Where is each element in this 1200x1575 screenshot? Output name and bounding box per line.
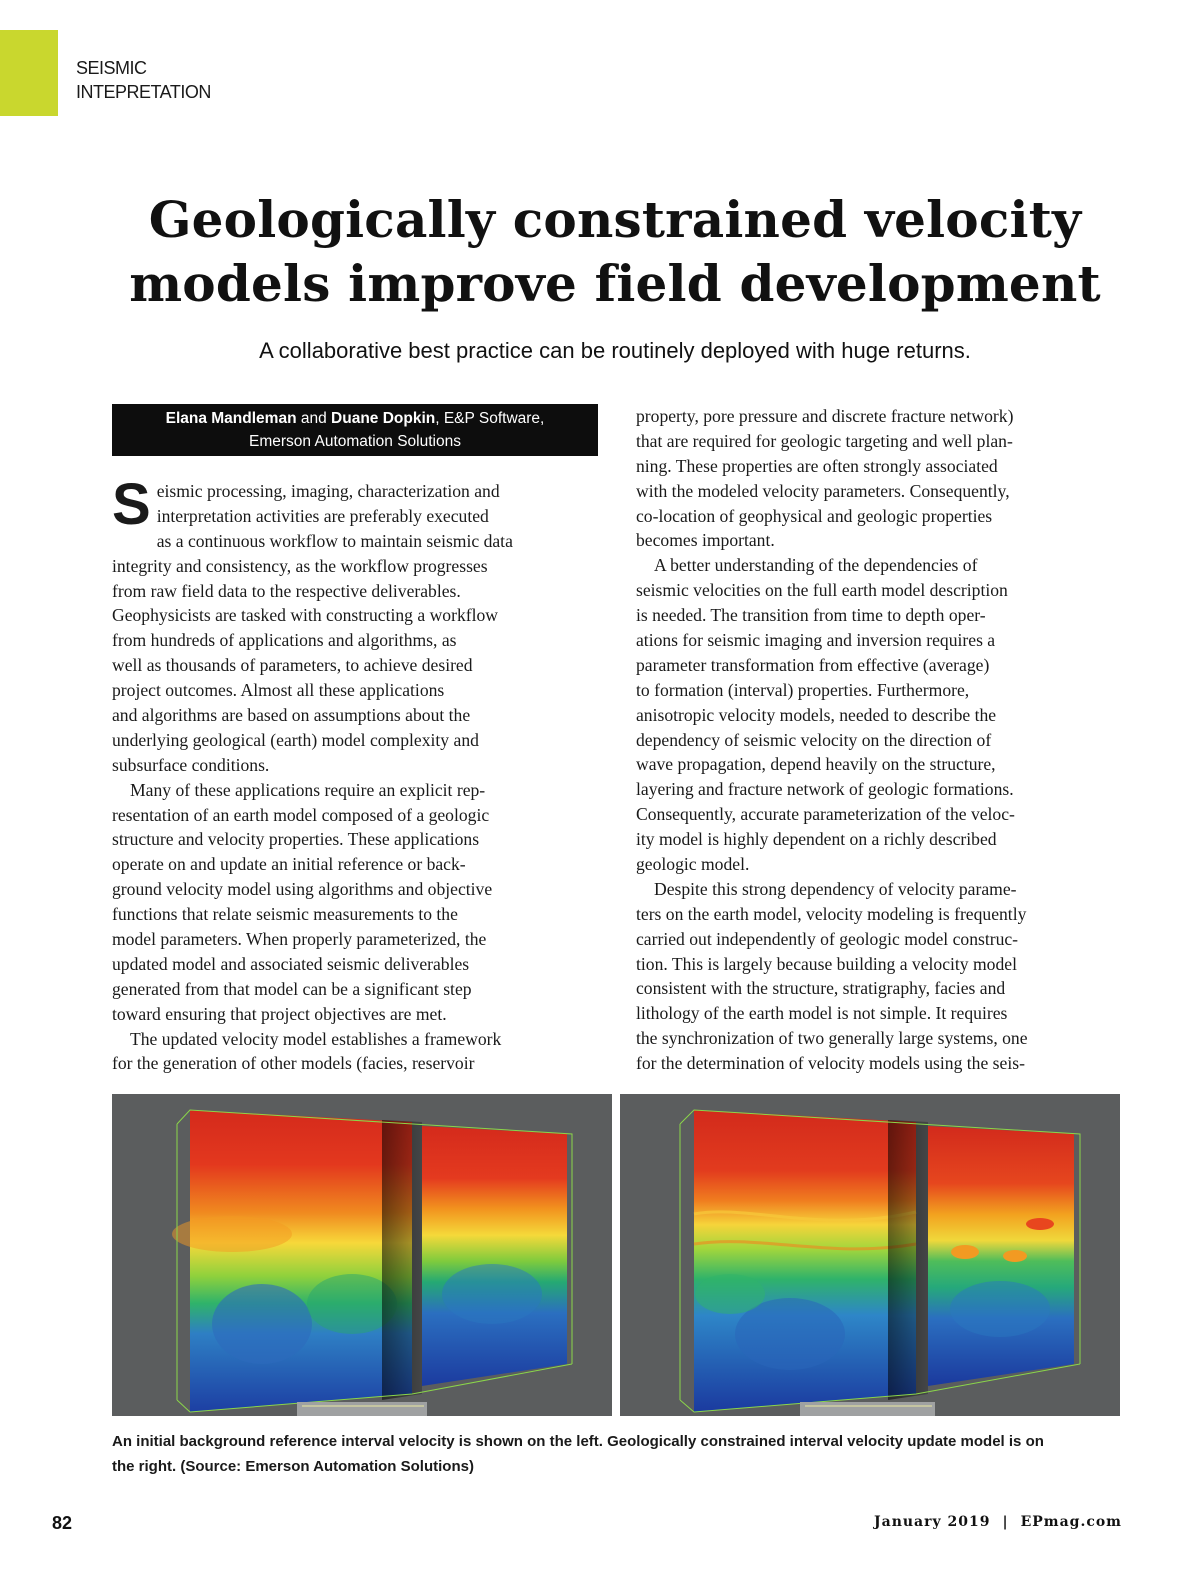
- text-line: is needed. The transition from time to depth oper-: [636, 605, 986, 626]
- text-line: parameter transformation from effective (average): [636, 654, 990, 675]
- text-line: model parameters. When properly parameterized, the: [112, 929, 487, 950]
- text-line: for the generation of other models (facies, reservoir: [112, 1053, 475, 1074]
- footer-site: EPmag.com: [1020, 1514, 1122, 1530]
- velocity-model-left-image: [112, 1094, 612, 1416]
- text-line: co-location of geophysical and geologic properties: [636, 505, 993, 526]
- text-line: eismic processing, imaging, characterization and: [156, 481, 500, 501]
- text-line: structure and velocity properties. These applications: [112, 829, 480, 850]
- byline-box: [112, 404, 598, 456]
- text-line: to formation (interval) properties. Furthermore,: [636, 679, 970, 700]
- text-line: functions that relate seismic measurements to the: [112, 904, 458, 925]
- text-line: anisotropic velocity models, needed to describe the: [636, 704, 997, 725]
- section-label-line1: SEISMIC: [76, 58, 147, 78]
- text-line: that are required for geologic targeting and well plan-: [636, 430, 1013, 451]
- footer-separator: |: [1002, 1514, 1009, 1530]
- text-line: project outcomes. Almost all these applications: [112, 680, 445, 701]
- text-line: geologic model.: [636, 854, 750, 875]
- text-line: lithology of the earth model is not simple. It requires: [636, 1003, 1008, 1024]
- text-line: layering and fracture network of geologic formations.: [636, 779, 1014, 800]
- velocity-model-right-image: [620, 1094, 1120, 1416]
- left-column: [112, 472, 598, 1076]
- text-line: resentation of an earth model composed of a geologic: [112, 804, 490, 825]
- article-title: [60, 188, 1170, 316]
- text-line: operate on and update an initial reference or back-: [112, 854, 466, 875]
- text-line: Geophysicists are tasked with constructing a workflow: [112, 605, 498, 626]
- text-line: ters on the earth model, velocity modeling is frequently: [636, 903, 1027, 924]
- text-line: with the modeled velocity parameters. Consequently,: [636, 480, 1010, 501]
- text-line: underlying geological (earth) model complexity and: [112, 729, 479, 750]
- text-line: becomes important.: [636, 530, 775, 551]
- text-line: toward ensuring that project objectives are met.: [112, 1003, 447, 1024]
- title-line-1: Geologically constrained velocity: [148, 190, 1082, 249]
- text-line: dependency of seismic velocity on the direction of: [636, 729, 992, 750]
- footer-publication: [874, 1514, 1122, 1530]
- text-line: Consequently, accurate parameterization of the veloc-: [636, 804, 1015, 825]
- footer-date: January 2019: [874, 1514, 991, 1530]
- text-line: for the determination of velocity models using the seis-: [636, 1053, 1025, 1074]
- right-column: [636, 404, 1126, 1076]
- caption-line-2: the right. (Source: Emerson Automation Solutions): [112, 1458, 474, 1475]
- text-line: well as thousands of parameters, to achieve desired: [112, 655, 473, 676]
- text-line: from hundreds of applications and algorithms, as: [112, 630, 457, 651]
- text-line: property, pore pressure and discrete fracture network): [636, 406, 1014, 426]
- text-line: Despite this strong dependency of velocity parame-: [654, 878, 1017, 899]
- byline-line-1: [112, 407, 598, 430]
- caption-line-1: An initial background reference interval velocity is shown on the left. Geologically constrained interval velocity update model is on: [112, 1433, 1044, 1450]
- text-line: Many of these applications require an explicit rep-: [130, 779, 486, 800]
- text-line: seismic velocities on the full earth model description: [636, 580, 1008, 601]
- author-1: Elana Mandleman: [165, 410, 297, 427]
- text-line: integrity and consistency, as the workflow progresses: [112, 555, 488, 576]
- affiliation-1: , E&P Software,: [435, 410, 545, 427]
- text-line: ity model is highly dependent on a richly described: [636, 829, 997, 850]
- author-2: Duane Dopkin: [331, 410, 436, 427]
- text-line: consistent with the structure, stratigraphy, facies and: [636, 978, 1006, 999]
- text-line: ground velocity model using algorithms and objective: [112, 879, 493, 900]
- affiliation-2: Emerson Automation Solutions: [249, 433, 461, 450]
- figure-caption: [112, 1429, 1122, 1479]
- text-line: subsurface conditions.: [112, 754, 270, 775]
- text-line: The updated velocity model establishes a framework: [130, 1028, 502, 1049]
- title-line-2: models improve field development: [129, 254, 1101, 313]
- article-subtitle: A collaborative best practice can be routinely deployed with huge returns.: [259, 338, 971, 363]
- section-label-line2: INTEPRETATION: [76, 82, 211, 102]
- page-number: 82: [52, 1513, 73, 1533]
- drop-cap: S: [112, 472, 151, 537]
- text-line: wave propagation, depend heavily on the structure,: [636, 754, 996, 775]
- section-label: [76, 56, 211, 104]
- text-line: the synchronization of two generally large systems, one: [636, 1028, 1028, 1049]
- text-line: ations for seismic imaging and inversion requires a: [636, 630, 996, 651]
- byline-and: and: [296, 410, 332, 427]
- text-line: A better understanding of the dependencies of: [654, 555, 978, 576]
- figure-left-initial-velocity-model: [112, 1094, 612, 1416]
- text-line: as a continuous workflow to maintain seismic data: [156, 530, 513, 551]
- section-color-tab: [0, 30, 58, 116]
- text-line: updated model and associated seismic deliverables: [112, 953, 470, 974]
- text-line: ning. These properties are often strongly associated: [636, 455, 998, 476]
- text-line: carried out independently of geologic model construc-: [636, 928, 1019, 949]
- figure-right-constrained-velocity-model: [620, 1094, 1120, 1416]
- text-line: from raw field data to the respective deliverables.: [112, 580, 461, 601]
- text-line: generated from that model can be a significant step: [112, 978, 472, 999]
- text-line: interpretation activities are preferably executed: [156, 505, 489, 526]
- text-line: tion. This is largely because building a velocity model: [636, 953, 1017, 974]
- text-line: and algorithms are based on assumptions about the: [112, 705, 471, 726]
